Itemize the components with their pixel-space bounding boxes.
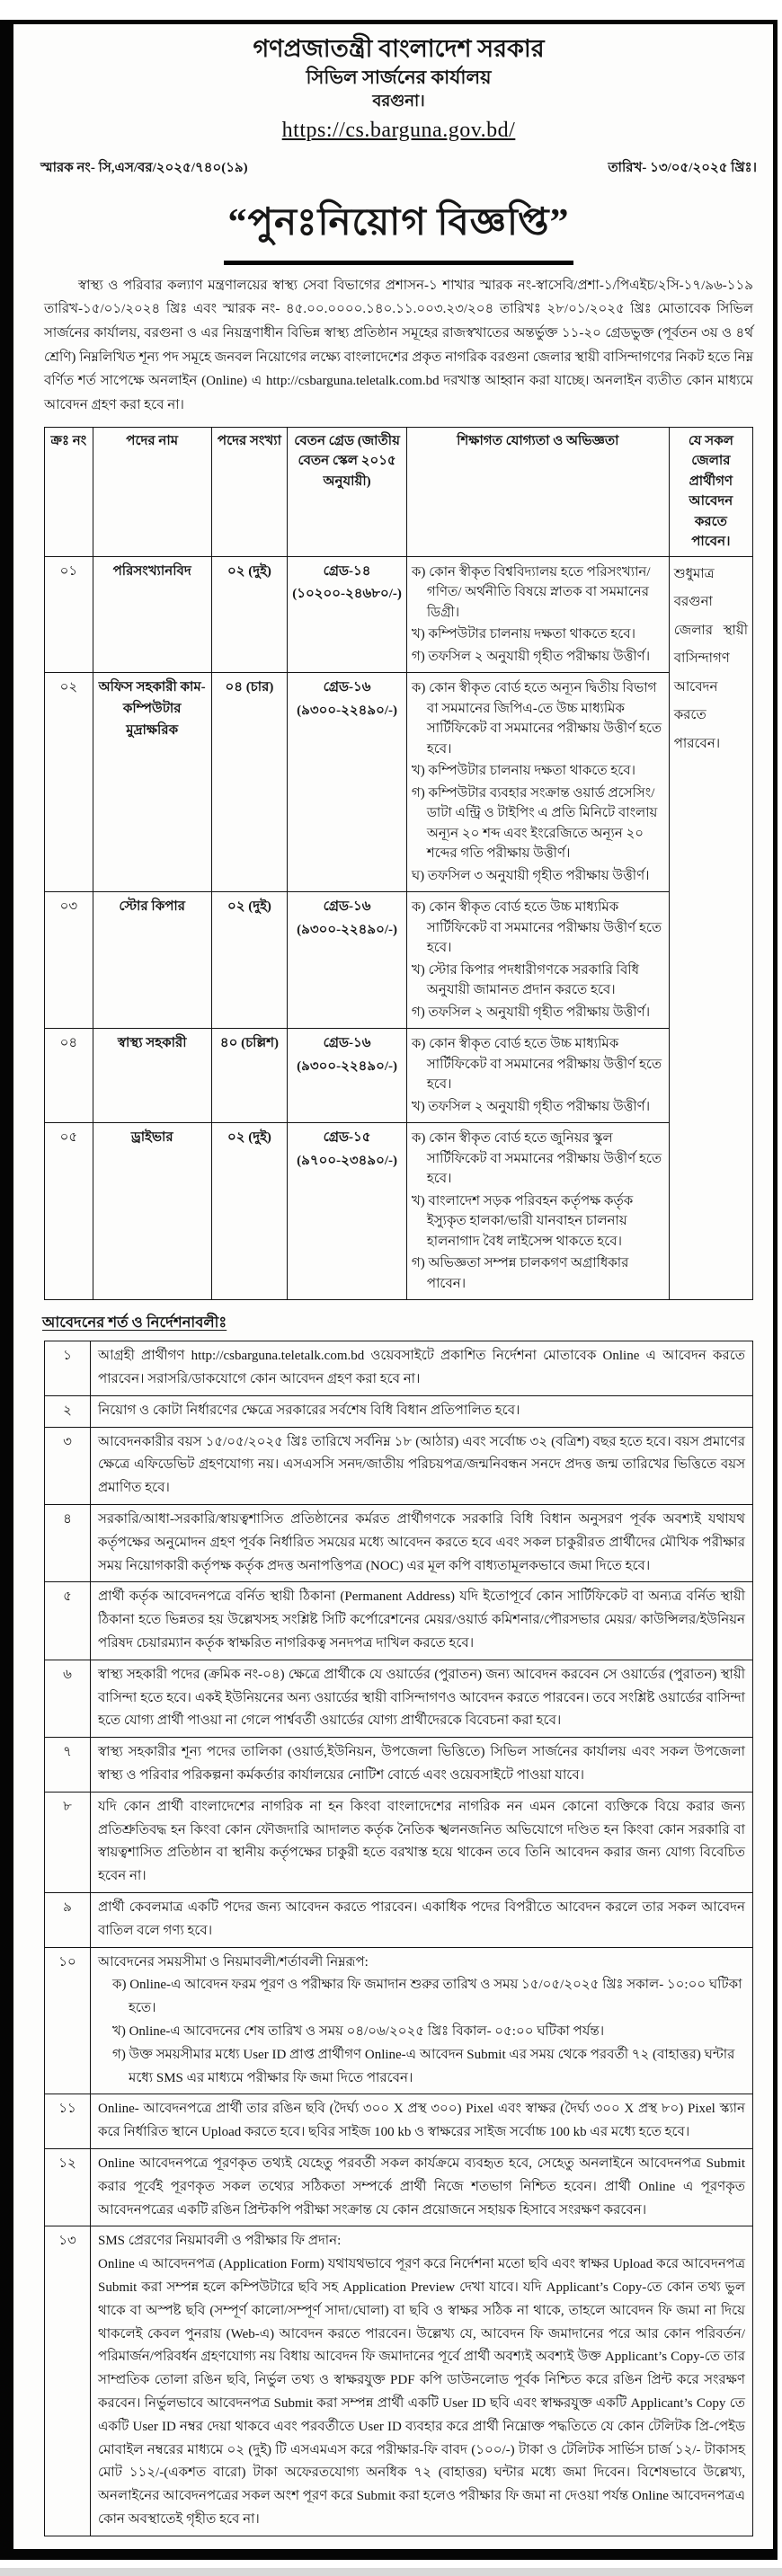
condition-row <box>44 1395 752 1427</box>
condition-number: ৩ <box>44 1427 90 1504</box>
qualification-item: খ) কম্পিউটার চালনায় দক্ষতা থাকতে হবে। <box>411 764 635 779</box>
col-header-serial: ক্রঃ নং <box>44 427 93 556</box>
cell-serial: ০২ <box>44 673 93 892</box>
qualification-item: ক) কোন স্বীকৃত বিশ্ববিদ্যালয় হতে পরিসংখ্যান/ গণিত/ অর্থনীতি বিষয়ে স্নাতক বা সমমানের ডিগ্রী। <box>411 564 651 620</box>
cell-post: পরিসংখ্যানবিদ <box>93 556 211 673</box>
cell-count: ০২ (দুই) <box>211 556 288 673</box>
condition-number: ৮ <box>44 1792 90 1892</box>
condition-text: Online- আবেদনপত্রে প্রার্থী তার রঙিন ছবি (দৈর্ঘ্য ৩০০ X প্রস্থ ৩০০) Pixel এবং স্বাক্ষর (দৈর্ঘ্য ৩০০ X প্রস্থ ৮০) Pixel স্ক্যান করে নির্ধারিত স্থানে Upload করতে হবে। ছবির সাইজ 100 kb ও স্বাক্ষরের সাইজ সর্বোচ্চ 100 kb এর মধ্যে হতে হবে। <box>90 2094 752 2149</box>
condition-text <box>90 1947 752 2094</box>
office-name: সিভিল সার্জনের কার্যালয় <box>306 66 492 89</box>
condition-number: ৪ <box>44 1505 90 1582</box>
condition-row <box>44 1341 752 1396</box>
table-row <box>44 1123 752 1300</box>
document-frame <box>0 20 778 2560</box>
condition-row <box>44 1427 752 1504</box>
condition-text: নিয়োগ ও কোটা নির্ধারণের ক্ষেত্রে সরকারের সর্বশেষ বিধি বিধান প্রতিপালিত হবে। <box>90 1395 752 1427</box>
cell-serial: ০৫ <box>44 1123 93 1300</box>
condition-text: আবেদনকারীর বয়স ১৫/০৫/২০২৫ খ্রিঃ তারিখে সর্বনিম্ন ১৮ (আঠার) এবং সর্বোচ্চ ৩২ (বত্রিশ) বছর হতে হবে। বয়স প্রমাণের ক্ষেত্রে এফিডেভিট গ্রহণযোগ্য নয়। এসএসসি সনদ/জাতীয় পরিচয়পত্র/জন্মনিবন্ধন সনদে প্রদত্ত জন্ম তারিখের ভিত্তিতে বয়স প্রমাণিত হবে। <box>90 1427 752 1504</box>
notice-title: “পুনঃনিয়োগ বিজ্ঞপ্তি” <box>224 192 573 265</box>
condition-row <box>44 1582 752 1660</box>
table-row <box>44 673 752 892</box>
cell-grade <box>288 1123 407 1300</box>
qualification-item: গ) কম্পিউটার ব্যবহার সংক্রান্ত ওয়ার্ড প্রসেসিং/ ডাটা এন্ট্রি ও টাইপিং এ প্রতি মিনিটে বাংলায় অন্যূন ২০ শব্দ এবং ইংরেজিতে অন্যূন ২০ শব্দের গতি পরীক্ষায় উত্তীর্ণ। <box>411 785 658 862</box>
cell-qualifications <box>406 1029 669 1123</box>
condition-sub-item: ক) Online-এ আবেদন ফরম পূরণ ও পরীক্ষার ফি জমাদান শুরুর তারিখ ও সময় ১৫/০৫/২০২৫ খ্রিঃ সকাল- ১০:০০ ঘটিকা হতে। <box>111 1978 742 2016</box>
condition-number: ৫ <box>44 1582 90 1660</box>
grade-label: গ্রেড-১৫ <box>323 1130 371 1146</box>
qualification-item: গ) তফসিল ২ অনুযায়ী গৃহীত পরীক্ষায় উত্তীর্ণ। <box>411 649 651 664</box>
government-name: গণপ্রজাতন্ত্রী বাংলাদেশ সরকার <box>253 35 545 62</box>
pay-scale: (১০২০০-২৪৬৮০/-) <box>292 587 402 602</box>
conditions-table <box>44 1341 753 2536</box>
qualification-item: ঘ) তফসিল ৩ অনুযায়ী গৃহীত পরীক্ষায় উত্তীর্ণ। <box>411 868 650 883</box>
qualification-item: খ) স্টোর কিপার পদধারীগণকে সরকারি বিধি অনুযায়ী জামানত প্রদান করতে হবে। <box>411 962 640 998</box>
grade-label: গ্রেড-১৬ <box>323 899 371 915</box>
memo-number: স্মারক নং- সি,এস/বর/২০২৫/৭৪০(১৯) <box>40 160 248 175</box>
col-header-post: পদের নাম <box>93 427 211 556</box>
conditions-heading: আবেদনের শর্ত ও নির্দেশনাবলীঃ <box>42 1314 227 1332</box>
cell-serial: ০৩ <box>44 892 93 1029</box>
qualification-item: ক) কোন স্বীকৃত বোর্ড হতে উচ্চ মাধ্যমিক সার্টিফিকেট বা সমমানের পরীক্ষায় উত্তীর্ণ হতে হবে। <box>411 900 662 956</box>
cell-post: ড্রাইভার <box>93 1123 211 1300</box>
qualification-item: ক) কোন স্বীকৃত বোর্ড হতে জুনিয়র স্কুল সার্টিফিকেট বা সমমানের পরীক্ষায় উত্তীর্ণ হতে হবে। <box>411 1131 662 1187</box>
cell-qualifications <box>406 892 669 1029</box>
cell-grade <box>288 892 407 1029</box>
condition-number: ২ <box>44 1395 90 1427</box>
cell-post: অফিস সহকারী কাম-কম্পিউটার মুদ্রাক্ষরিক <box>93 673 211 892</box>
condition-row <box>44 2094 752 2149</box>
condition-text <box>90 2226 752 2536</box>
table-row <box>44 556 752 673</box>
condition-row <box>44 2148 752 2226</box>
cell-post: স্টোর কিপার <box>93 892 211 1029</box>
intro-paragraph: স্বাস্থ্য ও পরিবার কল্যাণ মন্ত্রণালয়ের স্বাস্থ্য সেবা বিভাগের প্রশাসন-১ শাখার স্মারক নং-স্বাসেবি/প্রশা-১/পিএইচ/২সি-১৭/৯৬-১১৯ তারিখ-১৫/০১/২০২৪ খ্রিঃ এবং স্মারক নং- ৪৫.০০.০০০০.১৪০.১১.০০৩.২৩/২০৪ তারিখঃ ২৮/০১/২০২৫ খ্রিঃ মোতাবেক সিভিল সার্জনের কার্যালয়, বরগুনা ও এর নিয়ন্ত্রণাধীন বিভিন্ন স্বাস্থ্য প্রতিষ্ঠান সমূহের রাজস্বখাতের অন্তর্ভুক্ত ১১-২০ গ্রেডভুক্ত (পূর্বতন ৩য় ও ৪র্থ শ্রেণি) নিম্নলিখিত শূন্য পদ সমূহে জনবল নিয়োগের লক্ষ্যে বাংলাদেশের প্রকৃত নাগরিক বরগুনা জেলার স্থায়ী বাসিন্দাগণের নিকট হতে নিম্ন বর্ণিত শর্ত সাপেক্ষে অনলাইন (Online) এ http://csbarguna.teletalk.com.bd দরখাস্ত আহ্বান করা যাচ্ছে। অনলাইন ব্যতীত কোন মাধ্যমে আবেদন গ্রহণ করা হবে না। <box>44 278 753 413</box>
cell-post: স্বাস্থ্য সহকারী <box>93 1029 211 1123</box>
grade-label: গ্রেড-১৬ <box>323 1036 371 1051</box>
condition-number: ১২ <box>44 2148 90 2226</box>
memo-date: তারিখ- ১৩/০৫/২০২৫ খ্রিঃ। <box>608 160 757 175</box>
qualification-item: গ) তফসিল ২ অনুযায়ী গৃহীত পরীক্ষায় উত্তীর্ণ। <box>411 1005 651 1020</box>
condition-text: সরকারি/আধা-সরকারি/স্বায়ত্বশাসিত প্রতিষ্ঠানের কর্মরত প্রার্থীগণকে সরকারি বিধি বিধান অনুসরণ পূর্বক অবশ্যই যথাযথ কর্তৃপক্ষের অনুমোদন গ্রহণ পূর্বক নির্ধারিত সময়ের মধ্যে আবেদন করতে হবে এবং সকল চাকুরীরত প্রার্থীদের মৌখিক পরীক্ষার সময় নিয়োগকারী কর্তৃপক্ষ কর্তৃক প্রদত্ত অনাপত্তিপত্র (NOC) এর মূল কপি বাধ্যতামূলকভাবে জমা দিতে হবে। <box>90 1505 752 1582</box>
sms-rules-text: Online এ আবেদনপত্র (Application Form) যথাযথভাবে পূরণ করে নির্দেশনা মতো ছবি এবং স্বাক্ষর Upload করে আবেদনপত্র Submit করা সম্পন্ন হলে কম্পিউটারে ছবি সহ Application Preview দেখা যাবে। যদি Applicant’s Copy-তে কোন তথ্য ভুল থাকে বা অস্পষ্ট ছবি (সম্পূর্ণ কালো/সম্পূর্ণ সাদা/ঘোলা) বা ছবি ও স্বাক্ষর সঠিক না থাকে, তাহলে আবেদন ফি জমা না দিয়ে থাকলেই কেবল পুনরায় (Web-এ) আবেদন করতে পারবেন। উল্লেখ্য যে, আবেদন ফি জমাদানের পরে আর কোন পরিবর্তন/ পরিমার্জন/পরিবর্ধন গ্রহণযোগ্য নয় বিধায় আবেদন ফি জমাদানের পূর্বে প্রার্থী অবশ্যই অবশ্যই উক্ত Applicant’s Copy-তে তার সাম্প্রতিক তোলা রঙিন ছবি, নির্ভুল তথ্য ও স্বাক্ষরযুক্ত PDF কপি ডাউনলোড পূর্বক নিশ্চিত করে রঙিন প্রিন্ট করে সংরক্ষণ করবেন। নির্ভুলভাবে আবেদনপত্র Submit করা সম্পন্ন প্রার্থী একটি User ID ছবি এবং স্বাক্ষরযুক্ত একটি Applicant’s Copy তে একটি User ID নম্বর দেয়া থাকবে এবং পরবর্তীতে User ID ব্যবহার করে প্রার্থী নিম্নোক্ত পদ্ধতিতে যে কোন টেলিটক প্রি-পেইড মোবাইল নম্বরের মাধ্যমে ০২ (দুই) টি এসএমএস করে পরীক্ষার-ফি বাবদ (১০০/-) টাকা ও টেলিটক সার্ভিস চার্জ ১২/- টাকাসহ মোট ১১২/-(একশত বারো) টাকা অফেরতযোগ্য অনধিক ৭২ (বাহাত্তর) ঘন্টার মধ্যে জমা দিবেন। বিশেষভাবে উল্লেখ্য, অনলাইনের আবেদনপত্রের সকল অংশ পূরণ করে Submit করা হলেও পরীক্ষার ফি জমা না দেওয়া পর্যন্ত Online আবেদনপত্রএ কোন অবস্থাতেই গৃহীত হবে না। <box>97 2257 745 2527</box>
qualification-item: ক) কোন স্বীকৃত বোর্ড হতে অন্যূন দ্বিতীয় বিভাগ বা সমমানের জিপিএ-তে উচ্চ মাধ্যমিক সার্টিফিকেট বা সমমানের পরীক্ষায় উত্তীর্ণ হতে হবে। <box>411 681 662 757</box>
condition-row <box>44 1660 752 1737</box>
condition-text: যদি কোন প্রার্থী বাংলাদেশের নাগরিক না হন কিংবা বাংলাদেশের নাগরিক নন এমন কোনো ব্যক্তিকে বিয়ে করার জন্য প্রতিশ্রুতিবদ্ধ হন কিংবা কোন ফৌজদারি আদালত কর্তৃক নৈতিক স্খলনজনিত অভিযোগে দণ্ডিত হন কিংবা কোন সরকারি বা স্বায়ত্বশাসিত প্রতিষ্ঠান বা স্থানীয় কর্তৃপক্ষের চাকুরী হতে বরখাস্ত হয়ে থাকেন তবে তিনি আবেদন করার জন্য যোগ্য বিবেচিত হবেন না। <box>90 1792 752 1892</box>
cell-count: ০২ (দুই) <box>211 892 288 1029</box>
condition-number: ১৩ <box>44 2226 90 2536</box>
office-website-link[interactable]: https://cs.barguna.gov.bd/ <box>281 118 516 142</box>
pay-scale: (৯৩০০-২২৪৯০/-) <box>297 1058 398 1074</box>
condition-row <box>44 1505 752 1582</box>
condition-number: ৬ <box>44 1660 90 1737</box>
qualification-item: খ) কম্পিউটার চালনায় দক্ষতা থাকতে হবে। <box>411 627 635 642</box>
condition-sub-item: খ) Online-এ আবেদনের শেষ তারিখ ও সময় ০৪/০৬/২০২৫ খ্রিঃ বিকাল- ০৫:০০ ঘটিকা পর্যন্ত। <box>111 2023 605 2039</box>
condition-row <box>44 1792 752 1892</box>
condition-row <box>44 1738 752 1793</box>
condition-text: আগ্রহী প্রার্থীগণ http://csbarguna.teletalk.com.bd ওয়েবসাইটে প্রকাশিত নির্দেশনা মোতাবেক Online এ আবেদন করতে পারবেন। সরাসরি/ডাকযোগে কোন আবেদন গ্রহণ করা হবে না। <box>90 1341 752 1396</box>
condition-number: ৭ <box>44 1738 90 1793</box>
sms-rules-title: SMS প্রেরণের নিয়মাবলী ও পরীক্ষার ফি প্রদান: <box>97 2234 342 2249</box>
condition-text: স্বাস্থ্য সহকারী পদের (ক্রমিক নং-০৪) ক্ষেত্রে প্রার্থীকে যে ওয়ার্ডের (পুরাতন) জন্য আবেদন করবেন সে ওয়ার্ডের (পুরাতন) স্থায়ী বাসিন্দা হতে হবে। একই ইউনিয়নের অন্য ওয়ার্ডের স্থায়ী বাসিন্দাগণও আবেদন করতে পারবেন। তবে সংশ্লিষ্ট ওয়ার্ডের বাসিন্দা হতে যোগ্য প্রার্থী পাওয়া না গেলে পার্শ্ববর্তী ওয়ার্ডের যোগ্য প্রার্থীদেরকে বিবেচনা করা হবে। <box>90 1660 752 1737</box>
condition-text: Online আবেদনপত্রে পূরণকৃত তথ্যই যেহেতু পরবর্তী সকল কার্যক্রমে ব্যবহৃত হবে, সেহেতু অনলাইনে আবেদনপত্র Submit করার পূর্বেই পূরণকৃত সকল তথ্যের সঠিকতা সম্পর্কে প্রার্থী নিজে শতভাগ নিশ্চিত হবেন। প্রার্থী Online এ পূরণকৃত আবেদনপত্রের একটি রঙিন প্রিন্টকপি পরীক্ষা সংক্রান্ত যে কোন প্রয়োজনে সহায়ক হিসাবে সংরক্ষণ করবেন। <box>90 2148 752 2226</box>
cell-qualifications <box>406 556 669 673</box>
grade-label: গ্রেড-১৬ <box>323 680 371 695</box>
qualification-item: খ) তফসিল ২ অনুযায়ী গৃহীত পরীক্ষায় উত্তীর্ণ। <box>411 1099 651 1114</box>
qualification-item: ক) কোন স্বীকৃত বোর্ড হতে উচ্চ মাধ্যমিক সার্টিফিকেট বা সমমানের পরীক্ষায় উত্তীর্ণ হতে হবে। <box>411 1037 662 1093</box>
condition-number: ৯ <box>44 1892 90 1947</box>
title-wrap <box>40 192 757 265</box>
cell-serial: ০৪ <box>44 1029 93 1123</box>
vacancy-table <box>44 427 753 1301</box>
vacancy-table-header-row <box>44 427 752 556</box>
cell-grade <box>288 1029 407 1123</box>
cell-qualifications <box>406 673 669 892</box>
cell-serial: ০১ <box>44 556 93 673</box>
col-header-count: পদের সংখ্যা <box>211 427 288 556</box>
condition-number: ১১ <box>44 2094 90 2149</box>
table-row <box>44 892 752 1029</box>
district-name: বরগুনা। <box>372 92 425 111</box>
col-header-grade: বেতন গ্রেড (জাতীয় বেতন স্কেল ২০১৫ অনুযায়ী) <box>288 427 407 556</box>
cell-grade <box>288 673 407 892</box>
condition-row <box>44 2226 752 2536</box>
cell-grade <box>288 556 407 673</box>
condition-number: ১০ <box>44 1947 90 2094</box>
pay-scale: (৯৭০০-২৩৪৯০/-) <box>297 1153 398 1168</box>
cell-qualifications <box>406 1123 669 1300</box>
pay-scale: (৯৩০০-২২৪৯০/-) <box>297 922 398 937</box>
cell-district-note <box>669 556 752 1300</box>
scanned-notice-document <box>0 20 782 2576</box>
condition-text: প্রার্থী কর্তৃক আবেদনপত্রে বর্নিত স্থায়ী ঠিকানা (Permanent Address) যদি ইতোপূর্বে কোন সার্টিফিকেট বা অন্যত্র বর্নিত স্থায়ী ঠিকানা হতে ভিন্নতর হয় উল্লেখসহ সংশ্লিষ্ট সিটি কর্পোরেশনের মেয়র/ওয়ার্ড কমিশনার/পৌরসভার মেয়র/ কাউন্সিলর/ইউনিয়ন পরিষদ চেয়ারম্যান কর্তৃক স্বাক্ষরিত নাগরিকত্ব সনদপত্র দাখিল করতে হবে। <box>90 1582 752 1660</box>
cell-count: ০৪ (চার) <box>211 673 288 892</box>
condition-number: ১ <box>44 1341 90 1396</box>
district-note: শুধুমাত্র বরগুনা জেলার স্থায়ী বাসিন্দাগণ আবেদন করতে পারবেন। <box>673 566 748 751</box>
letterhead <box>40 33 757 143</box>
table-row <box>44 1029 752 1123</box>
qualification-item: খ) বাংলাদেশ সড়ক পরিবহন কর্তৃপক্ষ কর্তৃক ইস্যুকৃত হালকা/ভারী যানবাহন চালনায় হালনাগাদ বৈধ লাইসেন্স থাকতে হবে। <box>411 1193 634 1249</box>
condition-row <box>44 1892 752 1947</box>
notice-page <box>13 24 773 2549</box>
condition-row <box>44 1947 752 2094</box>
cell-count: ০২ (দুই) <box>211 1123 288 1300</box>
qualification-item: গ) অভিজ্ঞতা সম্পন্ন চালকগণ অগ্রাধিকার পাবেন। <box>411 1256 629 1291</box>
col-header-qualification: শিক্ষাগত যোগ্যতা ও অভিজ্ঞতা <box>406 427 669 556</box>
condition-text: প্রার্থী কেবলমাত্র একটি পদের জন্য আবেদন করতে পারবেন। একাধিক পদের বিপরীতে আবেদন করলে তার সকল আবেদন বাতিল বলে গণ্য হবে। <box>90 1892 752 1947</box>
pay-scale: (৯৩০০-২২৪৯০/-) <box>297 703 398 718</box>
condition-sub-item: গ) উক্ত সময়সীমার মধ্যে User ID প্রাপ্ত প্রার্থীগণ Online-এ আবেদন Submit এর সময় থেকে পরবর্তী ৭২ (বাহাত্তর) ঘন্টার মধ্যে SMS এর মাধ্যমে পরীক্ষার ফি জমা দিতে পারবেন। <box>111 2047 735 2085</box>
cell-count: ৪০ (চল্লিশ) <box>211 1029 288 1123</box>
col-header-district: যে সকল জেলার প্রার্থীগণ আবেদন করতে পাবেন। <box>669 427 752 556</box>
grade-label: গ্রেড-১৪ <box>323 563 371 579</box>
scan-edge-artifact <box>0 2568 782 2576</box>
condition-main-text: আবেদনের সময়সীমা ও নিয়মাবলী/শর্তাবলী নিম্নরূপ: <box>97 1954 369 1970</box>
memo-row <box>40 157 757 180</box>
condition-text: স্বাস্থ্য সহকারীর শূন্য পদের তালিকা (ওয়ার্ড,ইউনিয়ন, উপজেলা ভিত্তিতে) সিভিল সার্জনের কার্যালয় এবং সকল উপজেলা স্বাস্থ্য ও পরিবার পরিকল্পনা কর্মকর্তার কার্যালয়ের নোটিশ বোর্ডে এবং ওয়েবসাইটে পাওয়া যাবে। <box>90 1738 752 1793</box>
